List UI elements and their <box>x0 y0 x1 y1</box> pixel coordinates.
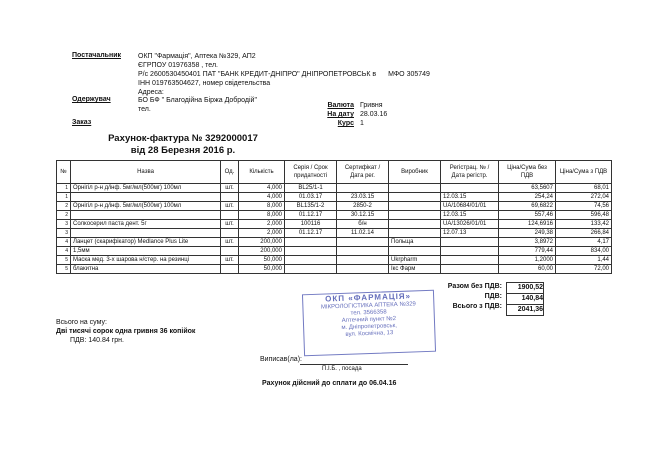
table-row <box>57 238 612 247</box>
cell-name: блакитна <box>71 265 221 274</box>
cell-qty: 50,000 <box>239 265 285 274</box>
cell-cert <box>337 256 389 265</box>
signature-label: Виписав(ла): <box>260 356 302 363</box>
cell-qty: 8,000 <box>239 211 285 220</box>
cell-no: 3 <box>57 220 71 229</box>
signature-caption: П.І.Б. , посада <box>322 366 362 372</box>
cell-name: Ланцет (скарифікатор) Medlance Plus Lite <box>71 238 221 247</box>
sum-words-block <box>56 318 195 345</box>
total-vat-label: ПДВ: <box>484 293 502 300</box>
cell-unit <box>221 247 239 256</box>
date-value: 28.03.16 <box>360 111 388 118</box>
header-price: Ціна/Сума без ПДВ <box>499 161 556 184</box>
cell-unit <box>221 193 239 202</box>
cell-reg <box>441 256 499 265</box>
stamp-line-2: МІКРОЛОГІСТИКА АПТЕКА №329 <box>320 301 416 311</box>
cell-qty: 4,000 <box>239 193 285 202</box>
total-without-vat: 1900,52 <box>507 283 543 294</box>
cell-name: Маска мед. 3-х шарова н/стер. на резинці <box>71 256 221 265</box>
sum-words-vat: ПДВ: 140.84 грн. <box>70 337 124 344</box>
cell-maker: Ікс Фарм <box>389 265 441 274</box>
cell-series: 01.12.17 <box>285 211 337 220</box>
cell-maker <box>389 247 441 256</box>
cell-name <box>71 193 221 202</box>
sum-words-text: Дві тисячі сорок одна гривня 36 копійок <box>56 328 196 335</box>
stamp-line-5: м. Дніпропетровськ, <box>341 323 397 331</box>
cell-qty: 2,000 <box>239 229 285 238</box>
header-qty: Кількість <box>239 161 285 184</box>
cell-price-vat: 272,04 <box>556 193 612 202</box>
cell-no: 1 <box>57 184 71 193</box>
cell-series: 01.03.17 <box>285 193 337 202</box>
cell-maker: Ukrpharm <box>389 256 441 265</box>
header-price-vat: Ціна/Сума з ПДВ <box>556 161 612 184</box>
cell-series <box>285 265 337 274</box>
cell-cert <box>337 247 389 256</box>
cell-series <box>285 256 337 265</box>
cell-price: 557,46 <box>499 211 556 220</box>
cell-cert <box>337 265 389 274</box>
header-reg: Регістрац. № / Дата регістр. <box>441 161 499 184</box>
cell-name: Орнігіл р-н д/інф. 5мг/мл(500мг) 100мл <box>71 202 221 211</box>
supplier-details <box>138 52 430 97</box>
cell-no: 4 <box>57 247 71 256</box>
table-row <box>57 184 612 193</box>
cell-unit <box>221 265 239 274</box>
cell-no: 5 <box>57 256 71 265</box>
recipient-phone: тел. <box>138 106 151 113</box>
supplier-inn: ІНН 019763504627, номер свідетельства <box>138 80 271 87</box>
rate-label: Курс <box>337 120 354 127</box>
cell-unit: шт. <box>221 238 239 247</box>
total-with-vat-label: Всього з ПДВ: <box>452 303 502 310</box>
cell-qty: 2,000 <box>239 220 285 229</box>
cell-qty: 4,000 <box>239 184 285 193</box>
cell-cert: 11.02.14 <box>337 229 389 238</box>
table-header-row <box>57 161 612 184</box>
cell-no: 1 <box>57 193 71 202</box>
cell-price-vat: 4,17 <box>556 238 612 247</box>
header-name: Назва <box>71 161 221 184</box>
cell-unit: шт. <box>221 220 239 229</box>
cell-name: Солкосерил паста дент. 5г <box>71 220 221 229</box>
cell-reg <box>441 238 499 247</box>
cell-unit: шт. <box>221 202 239 211</box>
supplier-label: Постачальник <box>72 52 121 59</box>
cell-price-vat: 834,00 <box>556 247 612 256</box>
cell-price: 3,8972 <box>499 238 556 247</box>
cell-price: 60,00 <box>499 265 556 274</box>
invoice-number: Рахунок-фактура № 3292000017 <box>108 133 258 144</box>
rate-value: 1 <box>360 120 364 127</box>
supplier-mfo: МФО 305749 <box>388 71 430 78</box>
recipient-name: БО БФ " Благодійна Біржа Добродій" <box>138 97 257 104</box>
cell-series: 01.12.17 <box>285 229 337 238</box>
cell-price-vat: 266,84 <box>556 229 612 238</box>
cell-reg: 12.03.15 <box>441 211 499 220</box>
cell-price: 254,24 <box>499 193 556 202</box>
totals-values <box>506 282 544 316</box>
cell-price-vat: 596,48 <box>556 211 612 220</box>
recipient-label: Одержувач <box>72 96 111 103</box>
cell-name: 1,5мм <box>71 247 221 256</box>
cell-series <box>285 238 337 247</box>
table-row <box>57 211 612 220</box>
cell-maker: Польща <box>389 238 441 247</box>
stamp-line-6: вул. Космічна, 13 <box>345 330 394 338</box>
cell-qty: 8,000 <box>239 202 285 211</box>
meta-labels <box>314 101 354 128</box>
currency-value: Гривня <box>360 102 383 109</box>
cell-reg: UA/13026/01/01 <box>441 220 499 229</box>
cell-series: BL25/1-1 <box>285 184 337 193</box>
cell-name <box>71 229 221 238</box>
cell-qty: 200,000 <box>239 238 285 247</box>
cell-maker <box>389 220 441 229</box>
recipient-details <box>138 96 257 114</box>
cell-qty: 200,000 <box>239 247 285 256</box>
cell-name <box>71 211 221 220</box>
header-maker: Виробник <box>389 161 441 184</box>
cell-reg <box>441 265 499 274</box>
cell-no: 2 <box>57 202 71 211</box>
cell-price: 249,38 <box>499 229 556 238</box>
total-vat: 140,84 <box>507 294 543 305</box>
cell-cert <box>337 184 389 193</box>
cell-reg: 12.03.15 <box>441 193 499 202</box>
cell-reg <box>441 247 499 256</box>
cell-unit: шт. <box>221 184 239 193</box>
cell-price-vat: 74,56 <box>556 202 612 211</box>
cell-cert: б/н <box>337 220 389 229</box>
table-row <box>57 247 612 256</box>
cell-cert: 30.12.15 <box>337 211 389 220</box>
currency-label: Валюта <box>327 102 354 109</box>
cell-cert: 23.03.15 <box>337 193 389 202</box>
table-row <box>57 220 612 229</box>
cell-unit <box>221 229 239 238</box>
stamp-line-1: ОКП «ФАРМАЦІЯ» <box>325 291 412 304</box>
cell-cert <box>337 238 389 247</box>
order-label: Заказ <box>72 119 92 126</box>
stamp-line-3: тел. 3566358 <box>350 309 387 317</box>
supplier-name: ОКП "Фармація", Аптека №329, АП2 <box>138 53 256 60</box>
meta-values <box>360 101 387 128</box>
cell-name: Орнігіл р-н д/інф. 5мг/мл(500мг) 100мл <box>71 184 221 193</box>
cell-price: 124,6916 <box>499 220 556 229</box>
supplier-account: Р/с 2600530450401 ПАТ "БАНК КРЕДИТ-ДНІПРО" ДНІПРОПЕТРОВСЬК в МФО 305749 <box>138 71 430 78</box>
total-without-vat-label: Разом без ПДВ: <box>447 283 502 290</box>
cell-series <box>285 247 337 256</box>
validity-note: Рахунок дійсний до сплати до 06.04.16 <box>262 380 397 387</box>
header-cert: Сертифікат / Дата рег. <box>337 161 389 184</box>
signature-line <box>300 364 408 365</box>
date-label: На дату <box>327 111 354 118</box>
cell-price: 63,5607 <box>499 184 556 193</box>
sum-words-label: Всього на суму: <box>56 319 107 326</box>
cell-price-vat: 68,01 <box>556 184 612 193</box>
cell-no: 3 <box>57 229 71 238</box>
table-row <box>57 256 612 265</box>
table-row <box>57 202 612 211</box>
total-with-vat: 2041,36 <box>517 306 543 313</box>
cell-no: 2 <box>57 211 71 220</box>
items-table <box>56 160 612 274</box>
cell-reg: UA/10684/01/01 <box>441 202 499 211</box>
table-row <box>57 193 612 202</box>
table-row <box>57 229 612 238</box>
cell-price-vat: 72,00 <box>556 265 612 274</box>
cell-maker <box>389 211 441 220</box>
cell-qty: 50,000 <box>239 256 285 265</box>
cell-reg <box>441 184 499 193</box>
cell-unit <box>221 211 239 220</box>
invoice-date: від 28 Березня 2016 р. <box>130 145 236 156</box>
header-no: № <box>57 161 71 184</box>
cell-series: BL135/1-2 <box>285 202 337 211</box>
invoice-title <box>88 133 278 157</box>
table-row <box>57 265 612 274</box>
cell-cert: 2850-2 <box>337 202 389 211</box>
supplier-edrpou: ЄГРПОУ 01976358 , тел. <box>138 62 219 69</box>
cell-price: 1,2000 <box>499 256 556 265</box>
table-body <box>57 184 612 274</box>
header-unit: Од. <box>221 161 239 184</box>
seal-stamp <box>302 290 436 357</box>
stamp-line-4: Аптечний пункт №2 <box>341 316 397 324</box>
supplier-address: Адреса: <box>138 89 164 96</box>
cell-maker <box>389 193 441 202</box>
cell-maker <box>389 202 441 211</box>
header-series: Серія / Срок придатності <box>285 161 337 184</box>
cell-no: 4 <box>57 238 71 247</box>
cell-unit: шт. <box>221 256 239 265</box>
cell-price: 779,44 <box>499 247 556 256</box>
cell-price: 69,6822 <box>499 202 556 211</box>
cell-reg: 12.07.13 <box>441 229 499 238</box>
cell-maker <box>389 184 441 193</box>
cell-price-vat: 1,44 <box>556 256 612 265</box>
cell-no: 5 <box>57 265 71 274</box>
cell-series: 100116 <box>285 220 337 229</box>
cell-maker <box>389 229 441 238</box>
cell-price-vat: 133,42 <box>556 220 612 229</box>
